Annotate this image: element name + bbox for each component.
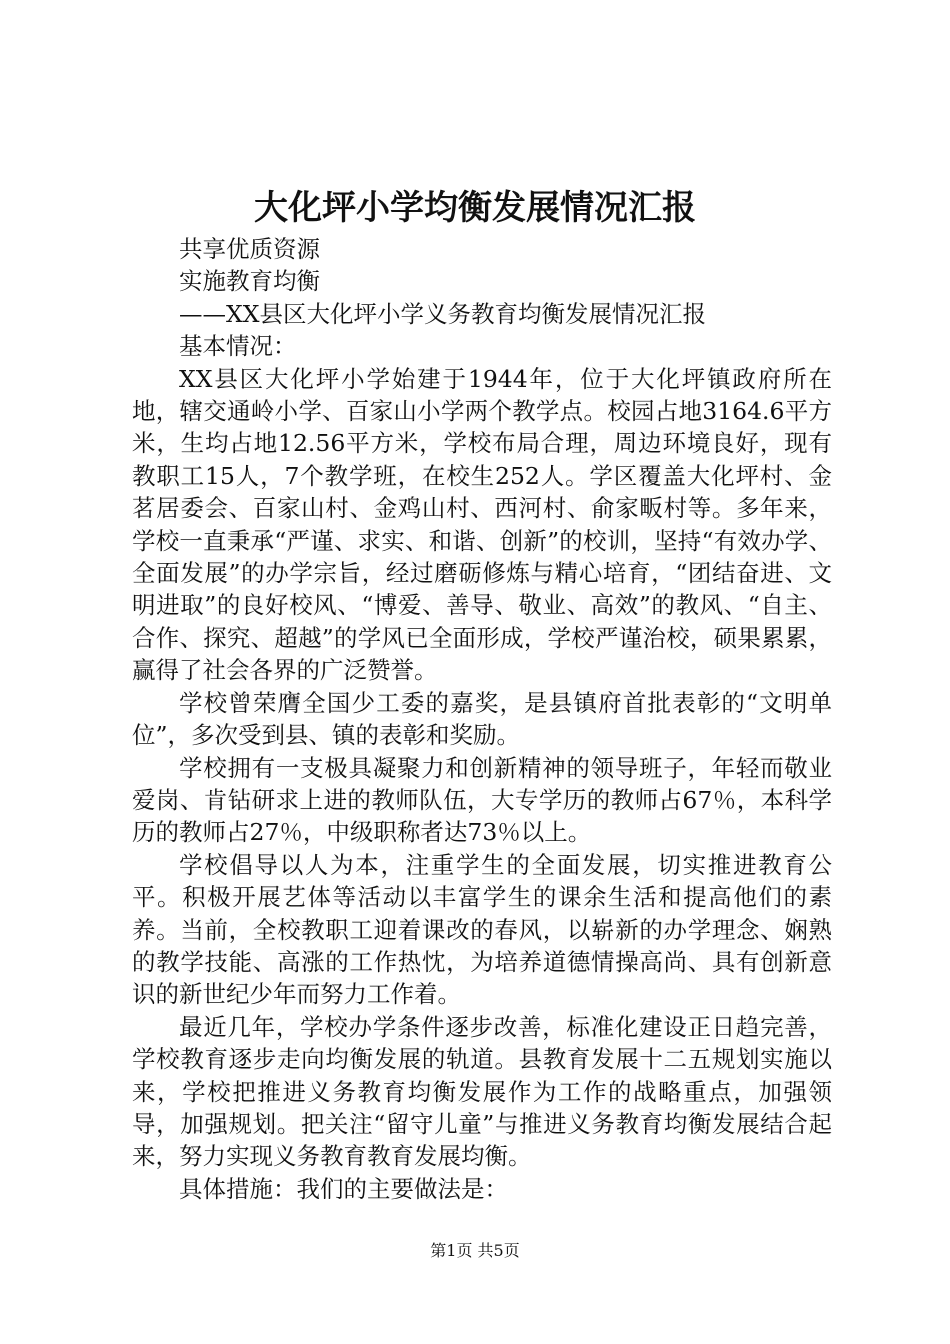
subtitle-line-3: ——XX县区大化坪小学义务教育均衡发展情况汇报 <box>179 299 706 328</box>
page-footer: 第1页 共5页 <box>430 1241 520 1260</box>
paragraph-development: 最近几年，学校办学条件逐步改善，标准化建设正日趋完善，学校教育逐步走向均衡发展的轨道。县教育发展十二五规划实施以来，学校把推进义务教育均衡发展作为工作的战略重点，加强领导，加强规划。把关注“留守儿童”与推进义务教育均衡发展结合起来，努力实现义务教育教育发展均衡。 <box>132 1012 832 1171</box>
section-heading-basic: 基本情况： <box>179 332 297 361</box>
subtitle-line-2: 实施教育均衡 <box>179 267 320 296</box>
paragraph-honors: 学校曾荣膺全国少工委的嘉奖，是县镇府首批表彰的“文明单位”，多次受到县、镇的表彰和奖励。 <box>132 688 832 750</box>
paragraph-overview: XX县区大化坪小学始建于1944年，位于大化坪镇政府所在地，辖交通岭小学、百家山小学两个教学点。校园占地3164.6平方米，生均占地12.56平方米，学校布局合理，周边环境良好，现有教职工15人，7个教学班，在校生252人。学区覆盖大化坪村、金茗居委会、百家山村、金鸡山村、西河村、俞家畈村等。多年来，学校一直秉承“严谨、求实、和谐、创新”的校训，坚持“有效办学、全面发展”的办学宗旨，经过磨砺修炼与精心培育，“团结奋进、文明进取”的良好校风、“博爱、善导、敬业、高效”的教风、“自主、合作、探究、超越”的学风已全面形成，学校严谨治校，硕果累累，赢得了社会各界的广泛赞誉。 <box>132 364 832 685</box>
section-heading-measures: 具体措施：我们的主要做法是： <box>179 1174 508 1203</box>
subtitle-line-1: 共享优质资源 <box>179 235 320 263</box>
document-title: 大化坪小学均衡发展情况汇报 <box>254 188 696 228</box>
document-body <box>132 233 832 1205</box>
paragraph-philosophy: 学校倡导以人为本，注重学生的全面发展，切实推进教育公平。积极开展艺体等活动以丰富学生的课余生活和提高他们的素养。当前，全校教职工迎着课改的春风，以崭新的办学理念、娴熟的教学技能、高涨的工作热忱，为培养道德情操高尚、具有创新意识的新世纪少年而努力工作着。 <box>132 850 832 1009</box>
paragraph-staff: 学校拥有一支极具凝聚力和创新精神的领导班子，年轻而敬业爱岗、肯钻研求上进的教师队伍，大专学历的教师占67％，本科学历的教师占27％，中级职称者达73％以上。 <box>132 753 832 847</box>
